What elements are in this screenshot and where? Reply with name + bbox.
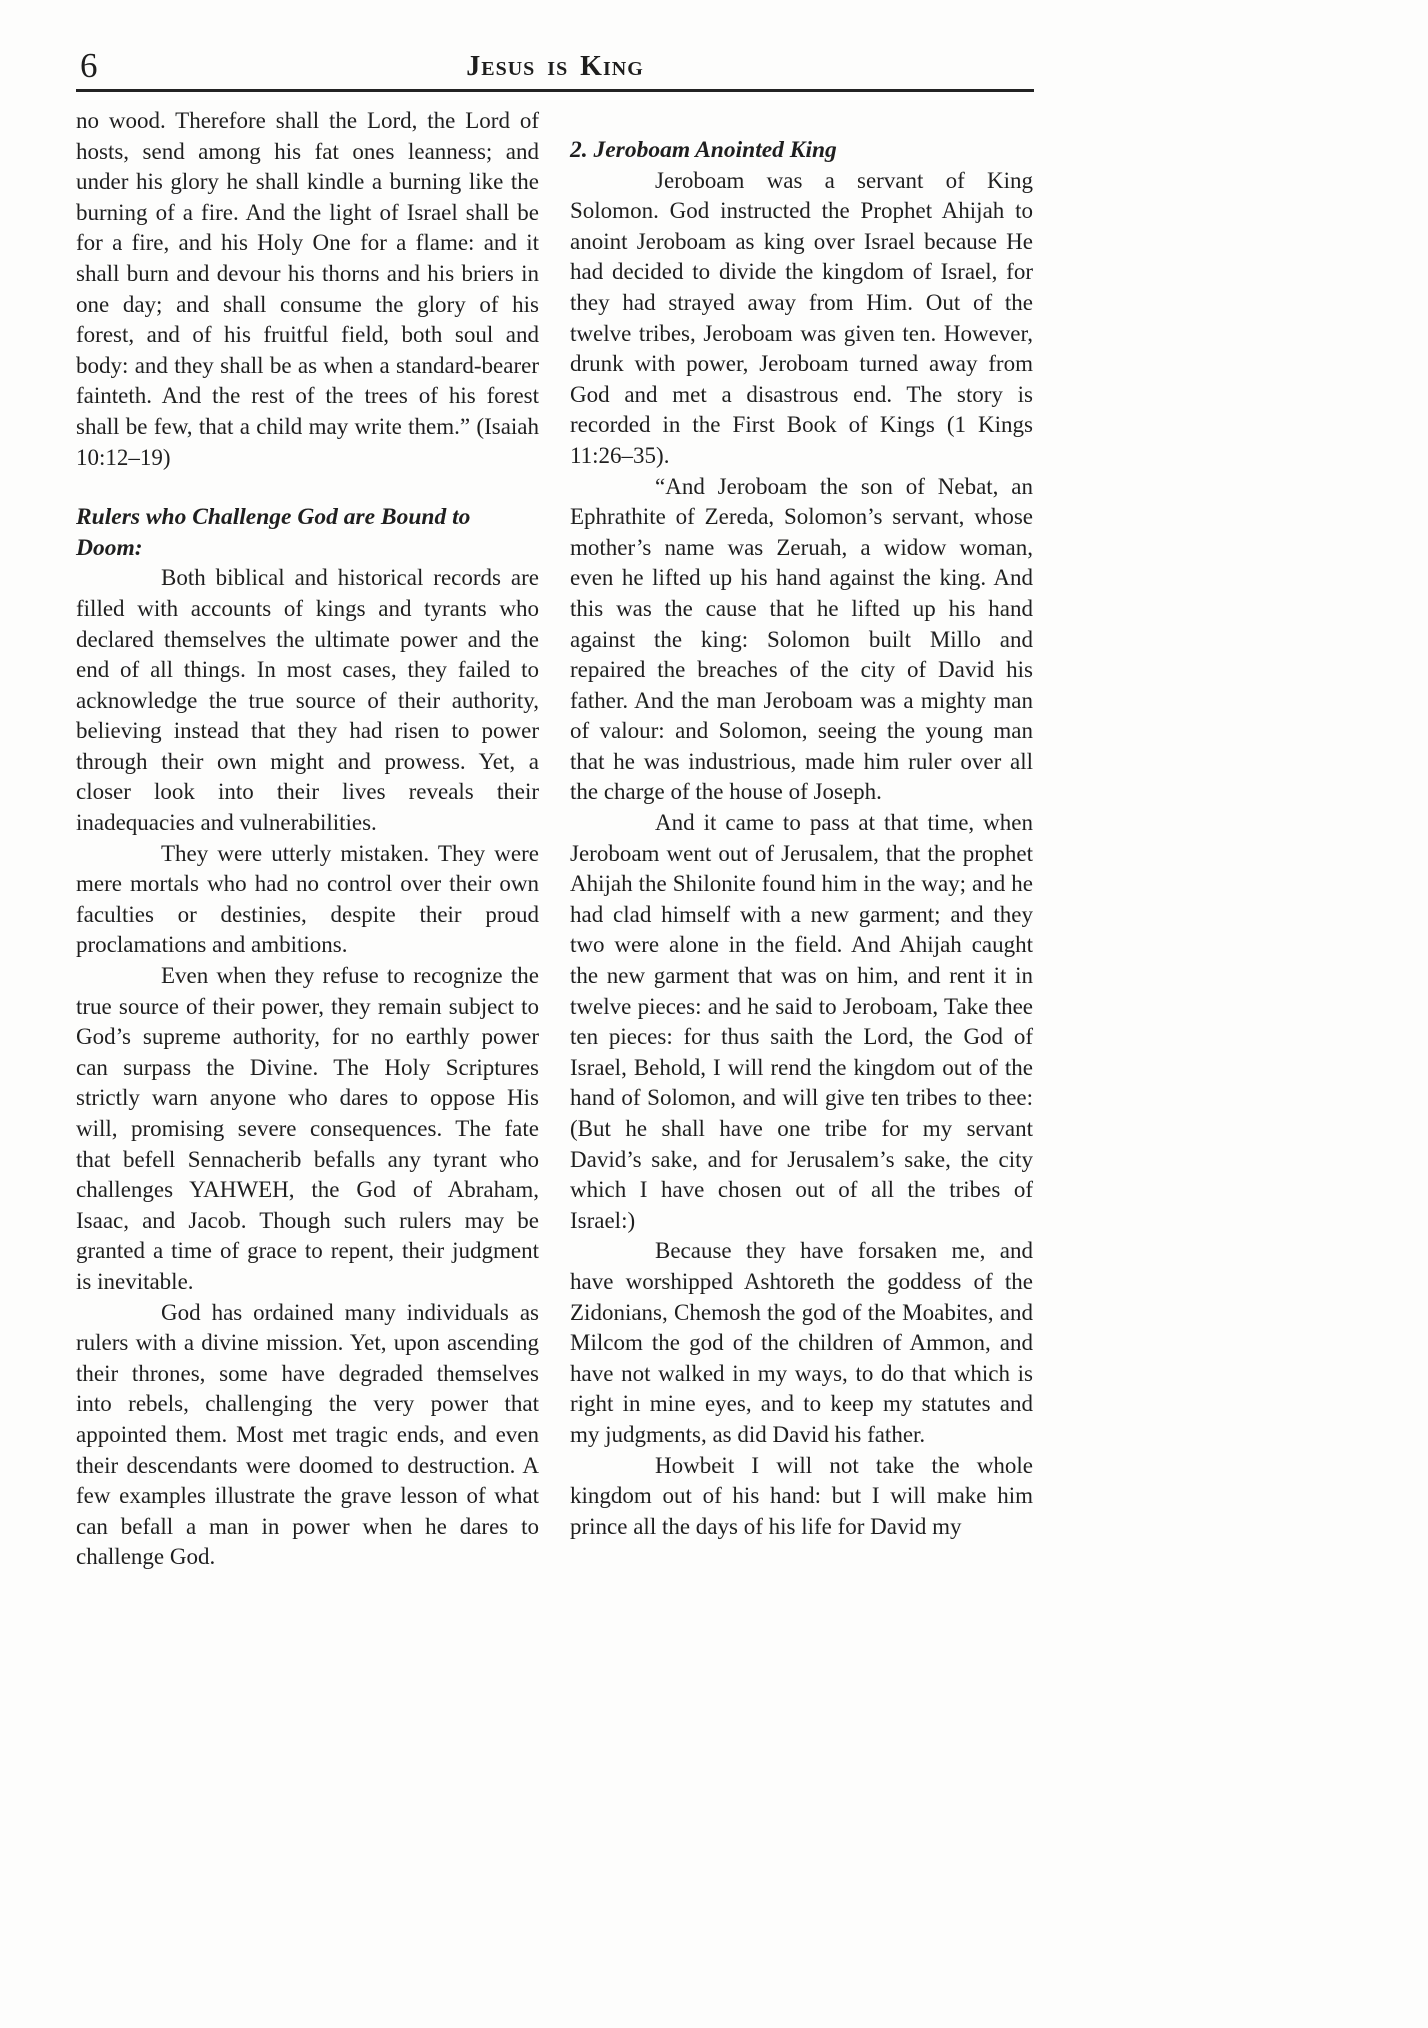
page-header [76,36,1034,92]
paragraph: “And Jeroboam the son of Nebat, an Ephrathite of Zereda, Solomon’s servant, whose mother’s name was Zeruah, a widow woman, even he lifted up his hand against the king. And this was the cause that he lifted up his hand against the king: Solomon built Millo and repaired the breaches of the city of David his father. And the man Jeroboam was a mighty man of valour: and Solomon, seeing the young man that he was industrious, made him ruler over all the charge of the house of Joseph. [570,473,1033,805]
paragraph: Jeroboam was a servant of King Solomon. God instructed the Prophet Ahijah to anoint Jeroboam as king over Israel because He had decided to divide the kingdom of Israel, for they had strayed away from Him. Out of the twelve tribes, Jeroboam was given ten. However, drunk with power, Jeroboam turned away from God and met a disastrous end. The story is recorded in the First Book of Kings (1 Kings 11:26–35). [570,167,1033,468]
left-column [76,106,539,1573]
right-column [570,106,1033,1573]
section-heading-rulers-doom: Rulers who Challenge God are Bound to Doom: [76,504,471,561]
page-number: 6 [80,46,98,85]
running-title: Jesus is King [466,51,644,82]
paragraph: Even when they refuse to recognize the true source of their power, they remain subject to God’s supreme authority, for no earthly power can surpass the Divine. The Holy Scriptures strictly warn anyone who dares to oppose His will, promising severe consequences. The fate that befell Sennacherib befalls any tyrant who challenges YAHWEH, the God of Abraham, Isaac, and Jacob. Though such rulers may be granted a time of grace to repent, their judgment is inevitable. [76,963,539,1294]
paragraph: Howbeit I will not take the whole kingdom out of his hand: but I will make him prince all the days of his life for David my [570,1452,1033,1539]
paragraph: They were utterly mistaken. They were mere mortals who had no control over their own faculties or destinies, despite their proud proclamations and ambitions. [76,840,539,958]
page-content [76,36,1034,1573]
paragraph: God has ordained many individuals as rulers with a divine mission. Yet, upon ascending their thrones, some have degraded themselves into rebels, challenging the very power that appointed them. Most met tragic ends, and even their descendants were doomed to destruction. A few examples illustrate the grave lesson of what can befall a man in power when he dares to challenge God. [76,1299,539,1570]
text-columns [76,106,1034,1573]
paragraph: And it came to pass at that time, when Jeroboam went out of Jerusalem, that the prophet Ahijah the Shilonite found him in the way; and he had clad himself with a new garment; and they two were alone in the field. And Ahijah caught the new garment that was on him, and rent it in twelve pieces: and he said to Jeroboam, Take thee ten pieces: for thus saith the Lord, the God of Israel, Behold, I will rend the kingdom out of the hand of Solomon, and will give ten tribes to thee: (But he shall have one tribe for my servant David’s sake, and for Jerusalem’s sake, the city which I have chosen out of all the tribes of Israel:) [570,810,1033,1233]
paragraph: Both biblical and historical records are filled with accounts of kings and tyrants who declared themselves the ultimate power and the end of all things. In most cases, they failed to acknowledge the true source of their authority, believing instead that they had risen to power through their own might and prowess. Yet, a closer look into their lives reveals their inadequacies and vulnerabilities. [76,565,539,836]
paragraph: Because they have forsaken me, and have worshipped Ashtoreth the goddess of the Zidonians, Chemosh the god of the Moabites, and Milcom the god of the children of Ammon, and have not walked in my ways, to do that which is right in mine eyes, and to keep my statutes and my judgments, as did David his father. [570,1238,1033,1447]
paragraph-scripture-continuation: no wood. Therefore shall the Lord, the Lord of hosts, send among his fat ones leanness; and under his glory he shall kindle a burning like the burning of a fire. And the light of Israel shall be for a fire, and his Holy One for a flame: and it shall burn and devour his thorns and his briers in one day; and shall consume the glory of his forest, and of his fruitful field, both soul and body: and they shall be as when a standard-bearer fainteth. And the rest of the trees of his forest shall be few, that a child may write them.” (Isaiah 10:12–19) [76,108,539,470]
section-heading-jeroboam: 2. Jeroboam Anointed King [570,137,837,163]
